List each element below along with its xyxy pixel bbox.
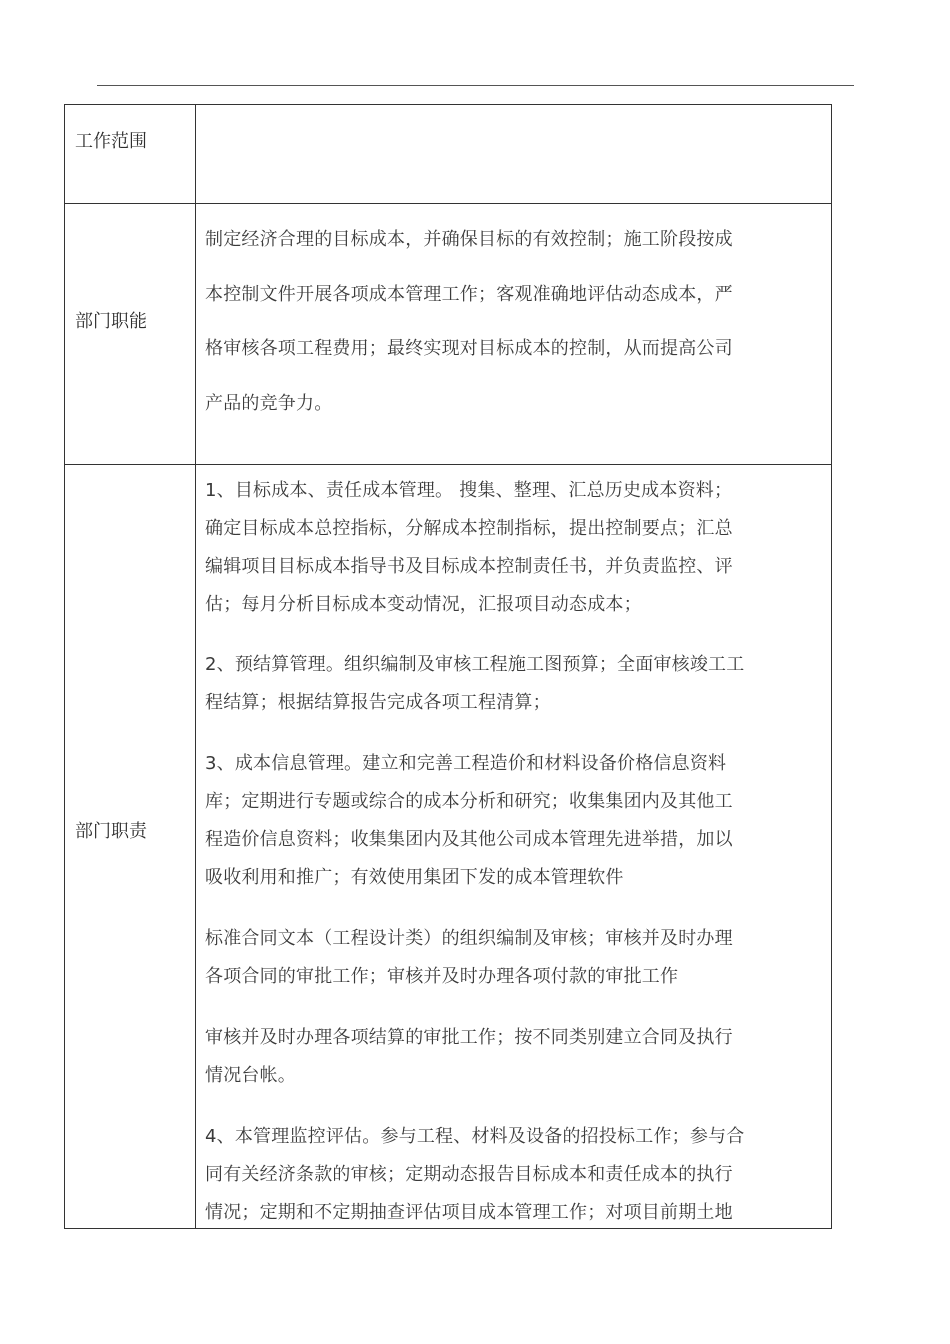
label-cell-work-scope [65, 105, 196, 203]
row-department-function [65, 204, 831, 465]
duty-line: 情况台帐。 [205, 1065, 296, 1086]
duty-line: 3、成本信息管理。建立和完善工程造价和材料设备价格信息资料 [205, 753, 727, 774]
row-work-scope [65, 105, 831, 204]
duty-line: 标准合同文本（工程设计类）的组织编制及审核；审核并及时办理 [205, 928, 733, 949]
duty-line: 吸收利用和推广；有效使用集团下发的成本管理软件 [205, 867, 624, 888]
row-department-duties [65, 465, 831, 1228]
duty-line: 程造价信息资料；收集集团内及其他公司成本管理先进举措，加以 [205, 829, 733, 850]
duty-line: 程结算；根据结算报告完成各项工程清算； [205, 692, 551, 713]
duty-line: 情况；定期和不定期抽查评估项目成本管理工作；对项目前期土地 [205, 1202, 733, 1223]
function-line: 产品的竞争力。 [205, 393, 333, 414]
label-cell-department-duties [65, 465, 196, 1228]
department-duties-content [196, 465, 831, 1228]
duty-line: 各项合同的审批工作；审核并及时办理各项付款的审批工作 [205, 966, 679, 987]
function-line: 格审核各项工程费用；最终实现对目标成本的控制，从而提高公司 [205, 338, 733, 359]
department-function-content [196, 204, 831, 464]
header-rule [97, 85, 854, 86]
label-cell-department-function [65, 204, 196, 464]
duty-line: 库；定期进行专题或综合的成本分析和研究；收集集团内及其他工 [205, 791, 733, 812]
work-scope-label: 工作范围 [75, 131, 147, 152]
duty-line: 确定目标成本总控指标，分解成本控制指标，提出控制要点；汇总 [205, 518, 733, 539]
function-line: 制定经济合理的目标成本，并确保目标的有效控制；施工阶段按成 [205, 229, 733, 250]
responsibility-table [64, 104, 832, 1229]
department-function-label: 部门职能 [75, 311, 147, 332]
department-duties-label: 部门职责 [75, 821, 147, 842]
function-line: 本控制文件开展各项成本管理工作；客观准确地评估动态成本，严 [205, 284, 733, 305]
duty-line: 编辑项目目标成本指导书及目标成本控制责任书，并负责监控、评 [205, 556, 733, 577]
duty-line: 2、预结算管理。组织编制及审核工程施工图预算；全面审核竣工工 [205, 654, 745, 675]
duty-line: 4、本管理监控评估。参与工程、材料及设备的招投标工作；参与合 [205, 1126, 745, 1147]
duty-line: 审核并及时办理各项结算的审批工作；按不同类别建立合同及执行 [205, 1027, 733, 1048]
work-scope-content [196, 105, 831, 203]
duty-line: 同有关经济条款的审核；定期动态报告目标成本和责任成本的执行 [205, 1164, 733, 1185]
duty-line: 估；每月分析目标成本变动情况，汇报项目动态成本； [205, 594, 642, 615]
duty-line: 1、目标成本、责任成本管理。 搜集、整理、汇总历史成本资料； [205, 480, 733, 501]
